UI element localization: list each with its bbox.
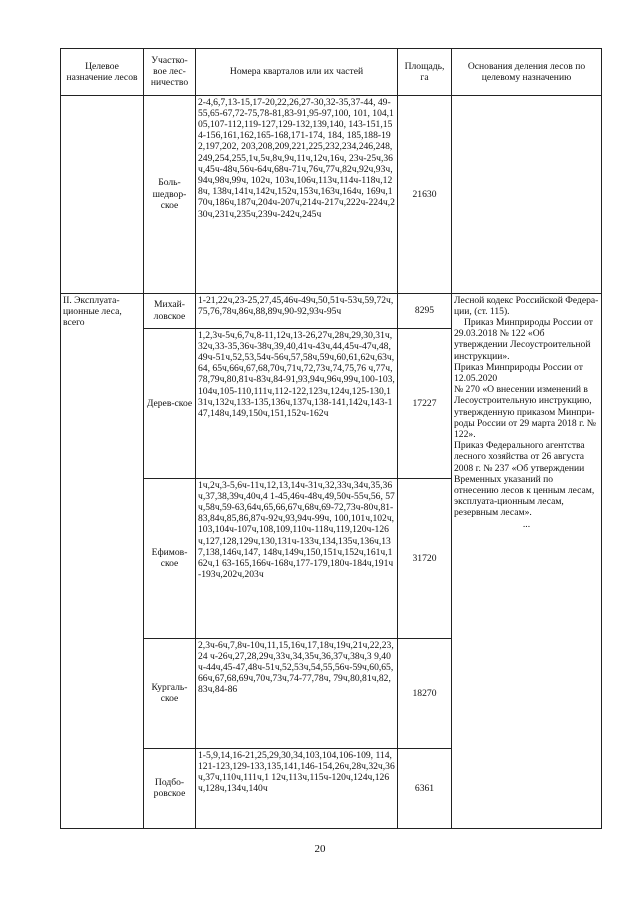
quarters-list: 2,3ч-6ч,7,8ч-10ч,11,15,16ч,17,18ч,19ч,21ч,22,23,24 ч-26ч,27,28,29ч,33ч,34,35ч,36,37ч,38ч,3 9,40ч-44ч,45-47,48ч-51ч,52,53ч,54,55,56ч-59ч,60,65,66ч,67,68,69ч,70ч,73ч,74-77,78ч, 79ч,80,81ч,82,83ч,84-86 <box>196 638 398 748</box>
area-value: 31720 <box>398 478 452 638</box>
area-value: 21630 <box>398 95 452 293</box>
basis-line: ... <box>522 518 531 530</box>
district-name: Подбо-ровское <box>144 748 196 828</box>
quarters-list: 2-4,6,7,13-15,17-20,22,26,27-30,32-35,37-44, 49-55,65-67,72-75,78-81,83-91,95-97,100, 101, 104,105,107-112,119-127,129-132,139,140, 143-151,154-156,161,162,165-168,171-174, 184, 185,188-192,197,202, 203,208,209,221,225,232,234,246,248, 249,254,255,1ч,5ч,8ч,9ч,11ч,12ч,16ч, 23ч-25ч,36ч,45ч-48ч,56ч-64ч,68ч-71ч,76ч,77ч,82ч,92ч,93ч,94ч,98ч,99ч, 102ч, 103ч,106ч,113ч,114ч-118ч,128ч, 138ч,141ч,142ч,152ч,153ч,163ч,164ч, 169ч,170ч,186ч,187ч,204ч-207ч,214ч-217ч,222ч-224ч,230ч,231ч,235ч,239ч-242ч,245ч <box>196 95 398 293</box>
basis-line: Лесной кодекс Российской Федера-ции, (ст. 115). <box>454 294 599 317</box>
basis-line: Приказ Минприроды России от 29.03.2018 № 122 «Об утверждении Лесоустроительной инструкции». <box>454 317 593 362</box>
basis-cell-empty <box>452 95 602 293</box>
basis-line: Приказ Федерального агентства лесного хозяйства от 26 августа 2008 г. № 237 «Об утверждении Временных указаний по отнесению лесов к ценным лесам, эксплуата-ционным лесам, резервным лесам». <box>454 440 595 519</box>
legal-basis <box>452 293 602 828</box>
quarters-list: 1-21,22ч,23-25,27,45,46ч-49ч,50,51ч-53ч,59,72ч,75,76,78ч,86ч,88,89ч,90-92,93ч-95ч <box>196 293 398 328</box>
header-purpose: Целевое назначение лесов <box>61 49 144 96</box>
basis-line: Приказ Минприроды России от 12.05.2020 <box>454 361 583 385</box>
header-area: Площадь, га <box>398 49 452 96</box>
header-district: Участко-вое лес-ничество <box>144 49 196 96</box>
page-number: 20 <box>314 843 326 855</box>
purpose-label: II. Эксплуата-ционные леса, всего <box>61 293 144 828</box>
purpose-cell-empty <box>61 95 144 293</box>
district-name: Боль-шедвор-ское <box>144 95 196 293</box>
basis-line: № 270 «О внесении изменений в Лесоустроительную инструкцию, утвержденную приказом Минпри-роды России от 29 марта 2018 г. № 122». <box>454 384 596 441</box>
table-row <box>61 95 602 293</box>
area-value: 17227 <box>398 328 452 478</box>
district-name: Михай-ловское <box>144 293 196 328</box>
district-name: Кургаль-ское <box>144 638 196 748</box>
district-name: Дерев-ское <box>144 328 196 478</box>
header-quarters: Номера кварталов или их частей <box>196 49 398 96</box>
area-value: 18270 <box>398 638 452 748</box>
forest-division-table <box>60 48 602 829</box>
quarters-list: 1-5,9,14,16-21,25,29,30,34,103,104,106-109, 114, 121-123,129-133,135,141,146-154,26ч,28ч,32ч,36ч,37ч,110ч,111ч,1 12ч,113ч,115ч-120ч,124ч,126ч,128ч,134ч,140ч <box>196 748 398 828</box>
area-value: 6361 <box>398 748 452 828</box>
quarters-list: 1ч,2ч,3-5,6ч-11ч,12,13,14ч-31ч,32,33ч,34ч,35,36ч,37,38,39ч,40ч,4 1-45,46ч-48ч,49,50ч-55ч,56, 57ч,58ч,59-63,64ч,65,66,67ч,68ч,69-72,73ч-80ч,81-83,84ч,85,86,87ч-92ч,93,94ч-99ч, 100,101ч,102ч,103,104ч-107ч,108,109,110ч-118ч,119,120ч-126ч,127,128,129ч,130,131ч-133ч,134,135ч,136ч,137,138,146ч,147, 148ч,149ч,150,151ч,152ч,161ч,162ч,1 63-165,166ч-168ч,177-179,180ч-184ч,191ч-193ч,202ч,203ч <box>196 478 398 638</box>
area-value: 8295 <box>398 293 452 328</box>
quarters-list: 1,2,3ч-5ч,6,7ч,8-11,12ч,13-26,27ч,28ч,29,30,31ч,32ч,33-35,36ч-38ч,39,40,41ч-43ч,44,45ч-47ч,48,49ч-51ч,52,53,54ч-56ч,57,58ч,59ч,60,61,62ч,63ч,64, 65ч,66ч,67,68,70ч,71ч,72,73ч,74,75,76 ч,77ч,78,79ч,80,81ч-83ч,84-91,93,94ч,96ч,99ч,100-103,104ч,105-110,111ч,112-122,123ч,124ч,125-130,131ч,132ч,133-135,136ч,137ч,138-141,142ч,143-147,148ч,149,150ч,151,152ч-162ч <box>196 328 398 478</box>
district-name: Ефимов-ское <box>144 478 196 638</box>
header-basis: Основания деления лесов по целевому назначению <box>452 49 602 96</box>
table-row <box>61 293 602 328</box>
